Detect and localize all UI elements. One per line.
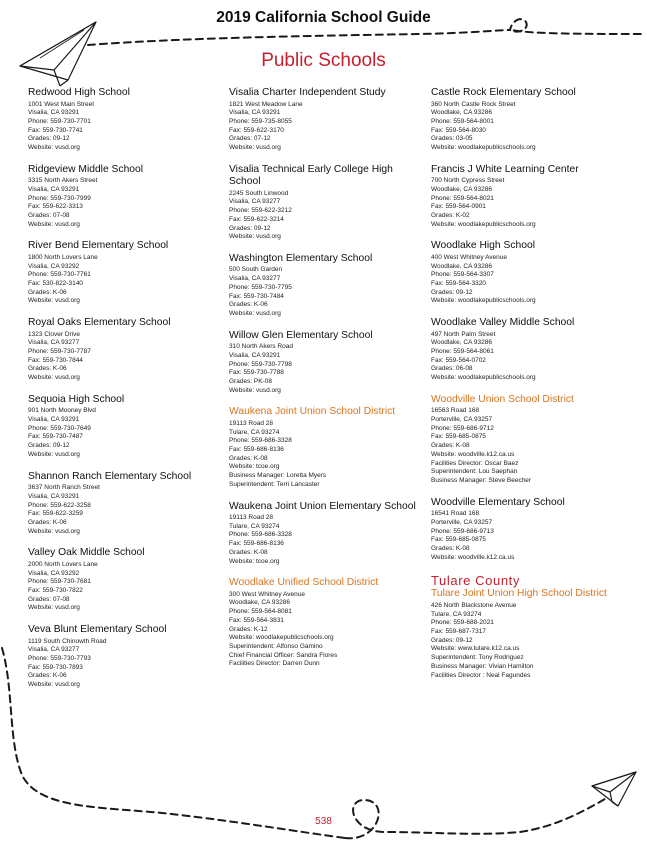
entry-detail-line: Woodlake, CA 93286 [431,339,492,347]
entry-detail-line: Fax: 559-730-7487 [28,433,83,441]
entry-detail-line: 2000 North Lovers Lane [28,560,98,568]
entry-detail-line: Grades: K-06 [28,672,67,680]
entry-detail-line: Phone: 559-688-2021 [431,619,494,627]
entry-detail-line: Phone: 559-730-7787 [28,348,91,356]
entry-detail-line: Grades: K-06 [28,365,67,373]
entry-detail-line: Fax: 559-686-8136 [229,540,284,548]
entry-detail-line: Fax: 559-685-0875 [431,433,486,441]
entry-detail-line: Grades: K-08 [229,548,268,556]
entry-detail-line: Phone: 559-730-7681 [28,578,91,586]
entry-detail-line: Grades: 06-08 [431,365,473,373]
entry-detail-line: Visalia, CA 93291 [28,109,80,117]
school-entry [229,164,424,242]
school-name: Royal Oaks Elementary School [28,317,171,329]
entry-detail-line: Grades: K-12 [229,625,268,633]
entry-detail-line: Visalia, CA 93277 [28,646,80,654]
entry-detail-line: Fax: 559-685-0875 [431,536,486,544]
school-name: Woodville Elementary School [431,496,565,508]
entry-detail-line: 360 North Castle Rock Street [431,100,516,108]
entry-detail-line: Superintendent: Tony Rodriguez [431,654,524,662]
entry-detail-line: Woodlake, CA 93286 [229,599,290,607]
entry-detail-line: Visalia, CA 93291 [28,185,80,193]
district-entry [229,406,424,489]
school-name: Visalia Charter Independent Study [229,87,386,98]
school-name: Waukena Joint Union Elementary School [229,500,416,512]
school-name: Willow Glen Elementary School [229,329,373,341]
entry-detail-line: Grades: K-02 [431,212,470,220]
entry-detail-line: Phone: 559-622-3212 [229,207,292,215]
school-name: Ridgeview Middle School [28,163,144,175]
entry-detail-line: Phone: 559-686-9713 [431,527,494,535]
entry-detail-line: Visalia, CA 93291 [229,351,281,359]
school-entry [431,317,626,383]
entry-detail-line: Business Manager: Steve Beecher [431,477,532,484]
entry-detail-line: Grades: 09-12 [28,442,70,450]
district-entry [431,394,626,486]
school-name: Francis J White Learning Center [431,163,579,175]
entry-detail-line: Facilities Director: Oscar Baez [431,459,519,467]
entry-detail-line: Fax: 559-564-8030 [431,126,486,134]
entry-detail-line: 19113 Road 28 [229,419,273,427]
entry-detail-line: Facilities Director: Darren Dunn [229,660,320,668]
entry-detail-line: Phone: 559-686-9712 [431,424,494,432]
school-entry [229,501,424,567]
entry-detail-line: 2245 South Linwood [229,189,289,197]
entry-detail-line: Website: vusd.org [28,450,80,458]
district-name: Tulare Joint Union High School District [431,588,607,600]
entry-detail-line: Fax: 559-622-3313 [28,203,83,211]
entry-detail-line: Superintendent: Lou Saephan [431,468,518,476]
entry-detail-line: Visalia, CA 93291 [229,109,281,117]
school-name: Visalia Technical Early College High School [229,163,393,188]
school-entry [431,164,626,230]
school-entry [28,317,223,383]
school-name: Woodlake High School [431,240,535,252]
entry-detail-line: Fax: 559-564-0702 [431,356,486,364]
entry-detail-line: Fax: 559-730-7822 [28,586,83,594]
entry-detail-line: Visalia, CA 93291 [28,492,80,500]
school-name: Woodlake Valley Middle School [431,317,575,329]
school-name: Redwood High School [28,87,130,98]
entry-detail-line: Visalia, CA 93277 [229,275,281,283]
school-entry [431,240,626,306]
county-heading: Tulare County [431,573,520,589]
entry-detail-line: Fax: 559-730-7741 [28,126,83,134]
entry-detail-line: 1001 West Main Street [28,100,94,108]
school-entry [229,330,424,396]
school-entry [28,624,223,690]
entry-detail-line: Website: vusd.org [28,220,80,228]
entry-detail-line: Fax: 559-622-3170 [229,126,284,134]
school-entry [28,240,223,306]
entry-detail-line: Grades: K-08 [229,454,268,462]
district-name: Waukena Joint Union School District [229,406,396,418]
entry-detail-line: Visalia, CA 93277 [229,198,281,206]
guide-title: 2019 California School Guide [216,9,431,26]
entry-detail-line: 1119 South Chinowth Road [28,637,107,645]
entry-detail-line: Grades: 07-08 [28,595,70,603]
entry-detail-line: Woodlake, CA 93286 [431,109,492,117]
district-name: Woodlake Unified School District [229,577,379,589]
entry-detail-line: Fax: 559-730-7844 [28,356,83,364]
entry-detail-line: 16563 Road 168 [431,407,480,415]
entry-detail-line: Phone: 559-735-8055 [229,117,292,125]
directory-column-3 [431,87,626,691]
school-name: Valley Oak Middle School [28,547,145,559]
entry-detail-line: Phone: 559-730-7999 [28,194,91,202]
school-name: Veva Blunt Elementary School [28,624,167,636]
entry-detail-line: Fax: 559-564-3320 [431,280,486,288]
entry-detail-line: Phone: 559-730-7793 [28,654,91,662]
entry-detail-line: Fax: 559-564-0901 [431,203,486,211]
entry-detail-line: Grades: PK-08 [229,377,272,385]
entry-detail-line: Phone: 559-564-3307 [431,271,494,279]
school-entry [431,497,626,563]
entry-detail-line: Website: vusd.org [28,144,80,152]
entry-detail-line: Phone: 559-730-7795 [229,283,292,291]
entry-detail-line: Website: woodlakepublicschools.org [431,220,536,228]
entry-detail-line: 901 North Mooney Blvd [28,407,96,415]
school-entry [28,87,223,153]
entry-detail-line: Website: vusd.org [28,604,80,612]
entry-detail-line: Tulare, CA 93274 [229,428,280,436]
entry-detail-line: Grades: 03-05 [431,135,473,143]
entry-detail-line: 700 North Cypress Street [431,177,505,185]
entry-detail-line: Website: woodville.k12.ca.us [431,450,515,458]
entry-detail-line: Fax: 559-730-7788 [229,369,284,377]
entry-detail-line: Grades: K-06 [28,288,67,296]
entry-detail-line: Phone: 559-564-8061 [431,348,494,356]
entry-detail-line: Fax: 530-822-3140 [28,280,83,288]
entry-detail-line: 400 West Whitney Avenue [431,253,508,261]
entry-detail-line: Visalia, CA 93292 [28,569,80,577]
entry-detail-line: Phone: 559-686-3328 [229,437,292,445]
school-entry [431,87,626,153]
entry-detail-line: Fax: 559-622-3259 [28,510,83,518]
district-entry [431,573,626,680]
entry-detail-line: Fax: 559-686-8136 [229,445,284,453]
entry-detail-line: 500 South Garden [229,266,283,274]
entry-detail-line: Website: vusd.org [28,527,80,535]
entry-detail-line: 310 North Akers Road [229,343,293,351]
entry-detail-line: Website: woodlakepublicschools.org [229,634,334,642]
directory-column-2 [229,87,424,680]
school-name: River Bend Elementary School [28,240,169,252]
entry-detail-line: Fax: 559-564-3831 [229,616,284,624]
entry-detail-line: Porterville, CA 93257 [431,518,493,526]
school-entry [28,164,223,230]
entry-detail-line: Grades: 09-12 [28,135,70,143]
entry-detail-line: Grades: K-06 [229,301,268,309]
entry-detail-line: Website: www.tulare.k12.ca.us [431,645,520,653]
entry-detail-line: Superintendent: Terri Lancaster [229,480,320,488]
entry-detail-line: Website: woodlakepublicschools.org [431,297,536,305]
entry-detail-line: Visalia, CA 93277 [28,339,80,347]
entry-detail-line: Superintendent: Alfonso Gamino [229,642,323,650]
entry-detail-line: Website: vusd.org [229,309,281,317]
school-name: Sequoia High School [28,393,125,405]
entry-detail-line: Website: vusd.org [28,297,80,305]
entry-detail-line: Grades: 09-12 [431,636,473,644]
entry-detail-line: Woodlake, CA 93286 [431,262,492,270]
entry-detail-line: 19113 Road 28 [229,514,273,521]
entry-detail-line: 3637 North Ranch Street [28,484,100,492]
school-name: Shannon Ranch Elementary School [28,470,192,482]
page-number: 538 [315,816,332,827]
entry-detail-line: Website: woodville.k12.ca.us [431,553,515,561]
entry-detail-line: Facilities Director : Neal Fagundes [431,671,531,679]
directory-column-1 [28,87,223,701]
entry-detail-line: Website: woodlakepublicschools.org [431,374,536,382]
entry-detail-line: 300 West Whitney Avenue [229,590,306,598]
entry-detail-line: Website: vusd.org [229,233,281,241]
school-name: Castle Rock Elementary School [431,87,576,98]
entry-detail-line: Phone: 559-730-7701 [28,117,91,125]
entry-detail-line: Website: vusd.org [28,374,80,382]
entry-detail-line: Phone: 559-686-3328 [229,531,292,539]
entry-detail-line: Grades: 07-08 [28,212,70,220]
entry-detail-line: Visalia, CA 93292 [28,262,80,270]
entry-detail-line: Grades: K-08 [431,442,470,450]
entry-detail-line: Fax: 559-622-3214 [229,215,284,223]
entry-detail-line: Website: vusd.org [28,681,80,689]
entry-detail-line: 1323 Clover Drive [28,330,81,338]
entry-detail-line: Tulare, CA 93274 [431,610,482,618]
entry-detail-line: Woodlake, CA 93286 [431,185,492,193]
school-entry [28,547,223,613]
entry-detail-line: 1800 North Lovers Lane [28,253,98,261]
entry-detail-line: Fax: 559-687-7317 [431,628,486,636]
entry-detail-line: 3315 North Akers Street [28,177,98,185]
entry-detail-line: 1821 West Meadow Lane [229,100,303,108]
entry-detail-line: Phone: 559-730-7798 [229,360,292,368]
school-entry [28,394,223,460]
entry-detail-line: Grades: K-08 [431,545,470,553]
section-title: Public Schools [261,50,386,71]
entry-detail-line: Fax: 559-730-7893 [28,663,83,671]
entry-detail-line: Business Manager: Vivian Hamilton [431,662,534,670]
paper-airplane-icon [592,772,636,806]
entry-detail-line: Grades: 09-12 [229,224,271,232]
entry-detail-line: Porterville, CA 93257 [431,416,493,424]
entry-detail-line: Grades: 09-12 [431,288,473,296]
entry-detail-line: 497 North Palm Street [431,330,496,338]
district-entry [229,577,424,669]
entry-detail-line: Business Manager: Loretta Myers [229,472,327,480]
entry-detail-line: Grades: 07-12 [229,135,271,143]
school-name: Washington Elementary School [229,252,373,264]
entry-detail-line: Phone: 559-730-7761 [28,271,91,279]
school-entry [229,87,424,153]
entry-detail-line: Phone: 559-730-7649 [28,424,91,432]
school-entry [28,471,223,537]
entry-detail-line: Grades: K-06 [28,518,67,526]
entry-detail-line: Tulare, CA 93274 [229,522,280,530]
entry-detail-line: Fax: 559-730-7484 [229,292,284,300]
district-name: Woodville Union School District [431,393,574,405]
entry-detail-line: Website: tcoe.org [229,463,280,471]
entry-detail-line: Website: woodlakepublicschools.org [431,144,536,152]
entry-detail-line: Website: vusd.org [229,144,281,152]
school-entry [229,253,424,319]
entry-detail-line: Visalia, CA 93291 [28,416,80,424]
entry-detail-line: Website: tcoe.org [229,557,280,565]
entry-detail-line: Phone: 559-622-3258 [28,501,91,509]
entry-detail-line: Phone: 559-564-8021 [431,194,494,202]
entry-detail-line: 426 North Blackstone Avenue [431,601,517,609]
entry-detail-line: Chief Financial Officer: Sandra Flores [229,651,338,659]
entry-detail-line: Phone: 559-564-8081 [229,608,292,616]
entry-detail-line: Website: vusd.org [229,386,281,394]
entry-detail-line: 16541 Road 168 [431,510,480,518]
entry-detail-line: Phone: 559-564-8001 [431,117,494,125]
